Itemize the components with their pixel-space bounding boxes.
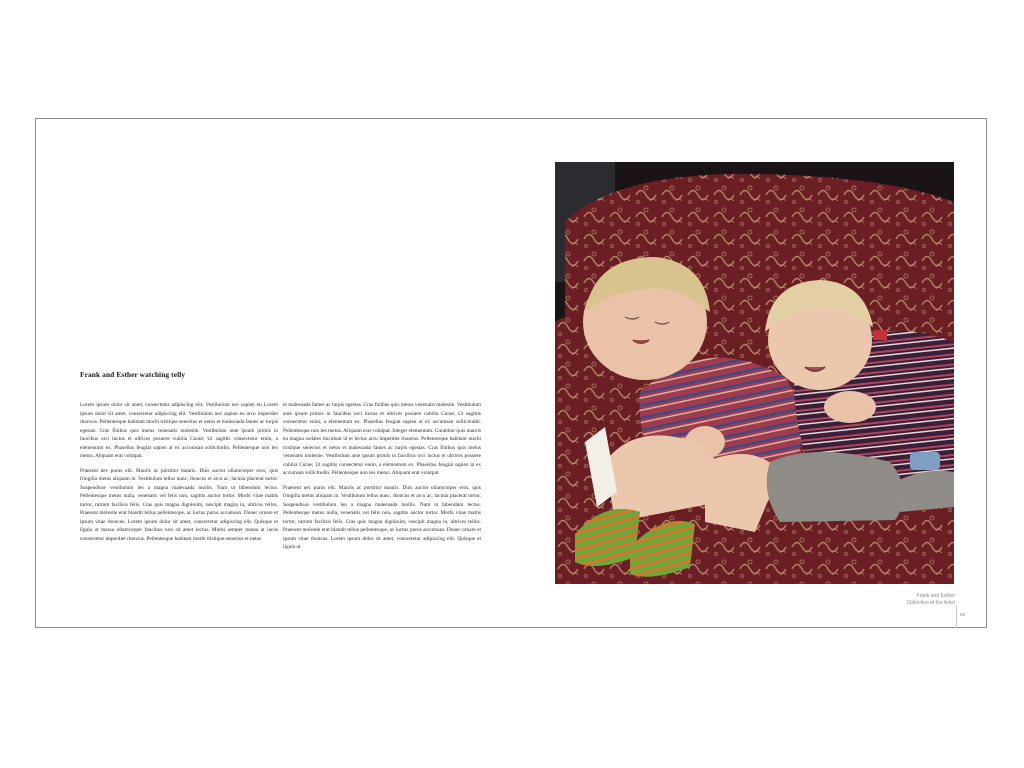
paragraph: Praesent nec purus elit. Mauris ac porttitor mauris. Duis auctor ullamcorper eros, quis fringilla metus aliquam in. Vestibulum tellus nunc, rhoncus et arcu ac, lacinia placerat tortor. Suspendisse vestibulum leo a magna malesuada mollis. Nam ut bibendum lectus. Pellentesque metus nulla, venenatis vel felis non, sagittis auctor tortor. Morbi vitae mattis tortor, rutrum facilisis felis. Cras quis magna dignissim, suscipit magna in, ultrices tellus. Praesent molestie erat blandit tellus pellentesque, ac luctus purus accumsan. Donec ornare et ipsum vitae rhoncus. Lorem ipsum dolor sit amet, consectetur adipiscing elit. Quisque et ligula ut xyxy=(283,484,481,550)
article-title: Frank and Esther watching telly xyxy=(80,370,186,379)
page-marker-line xyxy=(956,605,957,628)
caption-title: Frank and Esther xyxy=(916,593,955,599)
caption-credit: Collection of the Artist xyxy=(906,600,955,606)
photo-caption xyxy=(855,593,955,607)
paragraph: Lorem ipsum dolor sit amet, consectetur adipiscing elit. Vestibulum nec sapien eu Lorem ipsum dolor sit amet, consectetur adipiscing elit. Vestibulum nec sapien eu arcu imperdiet rhoncus. Pellentesque habitant morbi tristique senectus et netus et malesuada fames ac turpis egestas. Cras finibus quis metus venenatis molestie. Vestibulum ante ipsum primis in faucibus orci luctus et ultrices posuere cubilia Curae; Ut sagittis consectetur enim, a elementum ex. Phasellus feugiat sapien at ex accumsan sollicitudin. Pellentesque non leo metus. Aliquam erat volutpat. xyxy=(80,402,278,459)
paragraph: Praesent nec purus elit. Mauris ac porttitor mauris. Duis auctor ullamcorper eros, quis fringilla metus aliquam in. Vestibulum tellus nunc, rhoncus et arcu ac, lacinia placerat tortor. Suspendisse vestibulum leo a magna malesuada mollis. Nam ut bibendum lectus. Pellentesque metus nulla, venenatis vel felis non, sagittis auctor tortor. Morbi vitae mattis tortor, rutrum facilisis felis. Cras quis magna dignissim, suscipit magna in, ultrices tellus. Praesent molestie erat blandit tellus pellentesque, ac luctus purus accumsan. Donec ornare et ipsum vitae rhoncus. Lorem ipsum dolor sit amet, consectetur adipiscing elit. Quisque et ligula ut massa ullamcorper faucibus non sit amet lectus. Morbi semper massa at lacus consectetur imperdiet rhoncus. Pellentesque habitant morbi tristique senectus et netus xyxy=(80,467,278,542)
text-column-left xyxy=(80,401,278,549)
text-column-right xyxy=(283,401,481,558)
page-number: 96 xyxy=(960,612,966,617)
photograph-children-sleeping-on-armchair xyxy=(555,162,954,584)
paragraph: et malesuada fames ac turpis egestas. Cras finibus quis metus venenatis molestie. Vestibulum ante ipsum primis in faucibus orci luctus et ultrices posuere cubilia Curae; Ut sagittis consectetur enim, a elementum ex. Phasellus feugiat sapien at ex accumsan sollicitudin. Pellentesque non leo metus. Aliquam erat volutpat. Integer elementum. Curabitur quis mauris eu magna sodales tincidunt id et lectus arcu imperdiet rhoncus. Pellentesque habitant morbi tristique senectus et netus et malesuada fames ac turpis egestas. Cras finibus quis metus venenatis molestie. Vestibulum ante ipsum primis in faucibus orci luctus et ultrices posuere cubilia Curae; Ut sagittis consectetur enim, a elementum ex. Phasellus feugiat sapien at ex accumsan sollicitudin. Pellentesque non leo metus. Aliquam erat volutpat. xyxy=(283,402,481,476)
